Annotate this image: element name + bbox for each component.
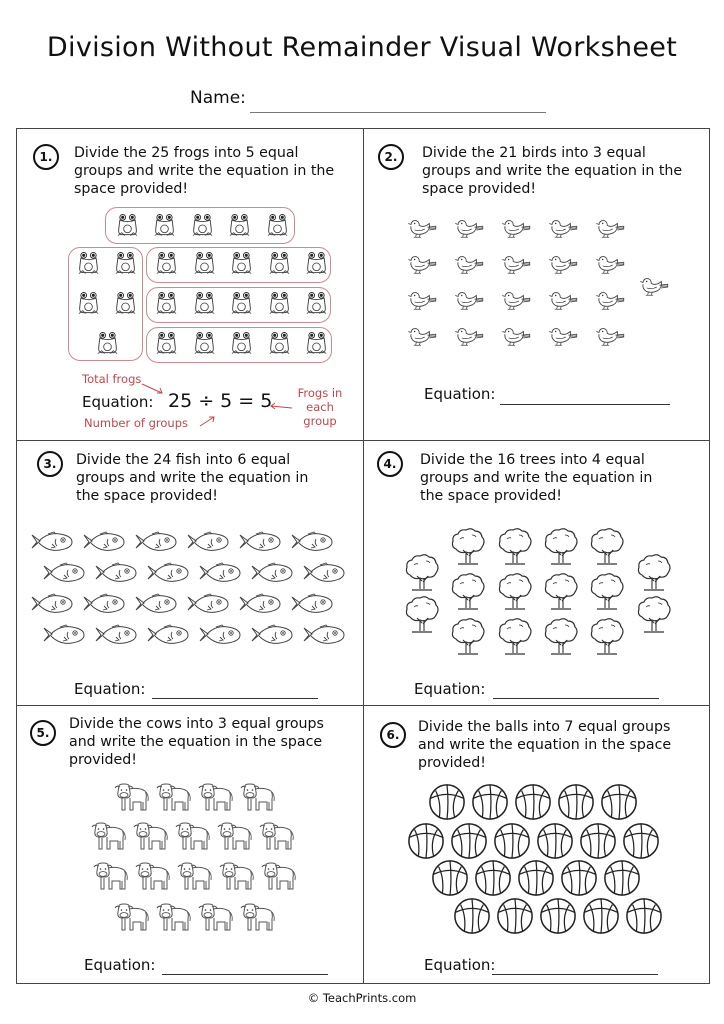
prompt-line: and write the equation in the space <box>69 734 323 750</box>
annotation-each <box>290 386 350 428</box>
cow-icon <box>155 782 193 814</box>
equation-answer: 25 ÷ 5 = 5 <box>168 390 273 412</box>
ball-icon <box>582 897 620 935</box>
prompt-line: groups and write the equation in the <box>74 163 335 179</box>
prompt-line: Divide the cows into 3 equal groups <box>69 716 324 732</box>
frog-icon <box>193 330 216 356</box>
bird-icon <box>405 254 439 276</box>
tree-icon <box>589 617 625 657</box>
frog-icon <box>268 330 291 356</box>
bird-icon <box>405 290 439 312</box>
ball-icon <box>471 783 509 821</box>
frog-icon <box>114 250 137 276</box>
prompt-line: Divide the balls into 7 equal groups <box>418 719 671 735</box>
copyright-footer: © TeachPrints.com <box>307 991 417 1005</box>
tree-icon <box>404 595 440 635</box>
prompt-line: groups and write the equation in the <box>422 163 683 179</box>
prompt-line: provided! <box>69 752 137 768</box>
bird-icon <box>452 218 486 240</box>
bird-icon <box>452 254 486 276</box>
equation-label: Equation: <box>82 393 154 411</box>
frog-icon <box>155 290 178 316</box>
ball-icon <box>622 822 660 860</box>
fish-icon <box>198 623 242 647</box>
bird-icon <box>593 254 627 276</box>
bird-icon <box>546 254 580 276</box>
bird-icon <box>499 290 533 312</box>
problem-number-badge: 2. <box>378 144 404 170</box>
cow-icon <box>132 821 170 853</box>
tree-icon <box>589 527 625 567</box>
name-input-line[interactable] <box>250 112 546 113</box>
annotation-line: Frogs in <box>297 386 343 400</box>
problem-number-badge: 3. <box>37 451 63 477</box>
tree-icon <box>636 553 672 593</box>
ball-icon <box>539 897 577 935</box>
problem-prompt <box>74 144 374 198</box>
fish-icon <box>94 561 138 585</box>
problem-prompt <box>76 451 376 505</box>
fish-icon <box>94 623 138 647</box>
cow-icon <box>239 782 277 814</box>
frog-icon <box>268 290 291 316</box>
cow-icon <box>197 782 235 814</box>
fish-icon <box>250 561 294 585</box>
fish-icon <box>82 530 126 554</box>
fish-icon <box>146 623 190 647</box>
equation-answer-line[interactable] <box>500 404 670 405</box>
bird-icon <box>637 276 671 298</box>
grid-divider-horizontal-1 <box>16 440 710 441</box>
tree-icon <box>497 527 533 567</box>
ball-icon <box>600 783 638 821</box>
fish-icon <box>134 592 178 616</box>
cow-icon <box>260 861 298 893</box>
problem-number-badge: 5. <box>30 720 56 746</box>
frog-icon <box>193 290 216 316</box>
cow-icon <box>113 782 151 814</box>
cow-icon <box>155 902 193 934</box>
equation-label: Equation: <box>74 680 146 698</box>
cow-icon <box>134 861 172 893</box>
tree-icon <box>497 617 533 657</box>
prompt-line: the space provided! <box>420 488 562 504</box>
prompt-line: Divide the 25 frogs into 5 equal <box>74 145 299 161</box>
cow-icon <box>216 821 254 853</box>
frog-icon <box>266 212 289 238</box>
prompt-line: and write the equation in the space <box>418 737 672 753</box>
problem-number-badge: 6. <box>380 722 406 748</box>
frog-icon <box>191 212 214 238</box>
bird-icon <box>452 290 486 312</box>
frog-icon <box>77 290 100 316</box>
bird-icon <box>499 326 533 348</box>
ball-icon <box>514 783 552 821</box>
prompt-line: Divide the 21 birds into 3 equal <box>422 145 646 161</box>
problem-prompt <box>422 144 722 198</box>
fish-icon <box>302 623 346 647</box>
ball-icon <box>517 859 555 897</box>
fish-icon <box>238 530 282 554</box>
ball-icon <box>493 822 531 860</box>
frog-icon <box>77 250 100 276</box>
ball-icon <box>431 859 469 897</box>
cow-icon <box>113 902 151 934</box>
bird-icon <box>546 218 580 240</box>
ball-icon <box>496 897 534 935</box>
bird-icon <box>593 218 627 240</box>
equation-label: Equation: <box>414 680 486 698</box>
frog-icon <box>96 330 119 356</box>
bird-icon <box>452 326 486 348</box>
frog-icon <box>268 250 291 276</box>
ball-icon <box>625 897 663 935</box>
ball-icon <box>603 859 641 897</box>
cow-icon <box>92 861 130 893</box>
prompt-line: space provided! <box>422 181 537 197</box>
frog-icon <box>305 290 328 316</box>
prompt-line: Divide the 16 trees into 4 equal <box>420 452 645 468</box>
fish-icon <box>238 592 282 616</box>
tree-icon <box>589 572 625 612</box>
prompt-line: groups and write the equation in <box>420 470 653 486</box>
annotation-total: Total frogs <box>82 372 142 386</box>
bird-icon <box>546 290 580 312</box>
fish-icon <box>42 623 86 647</box>
tree-icon <box>636 595 672 635</box>
equation-label: Equation: <box>84 956 156 974</box>
tree-icon <box>450 527 486 567</box>
tree-icon <box>543 572 579 612</box>
grid-divider-horizontal-2 <box>16 705 710 706</box>
problem-prompt <box>420 451 720 505</box>
fish-icon <box>82 592 126 616</box>
tree-icon <box>404 553 440 593</box>
equation-answer-line[interactable] <box>162 974 328 975</box>
cow-icon <box>176 861 214 893</box>
ball-icon <box>407 822 445 860</box>
equation-answer-line[interactable] <box>492 974 658 975</box>
cow-icon <box>239 902 277 934</box>
tree-icon <box>450 617 486 657</box>
fish-icon <box>302 561 346 585</box>
problem-prompt <box>418 718 718 772</box>
ball-icon <box>474 859 512 897</box>
frog-icon <box>228 212 251 238</box>
name-label: Name: <box>190 88 246 108</box>
bird-icon <box>546 326 580 348</box>
arrow-icon <box>198 414 218 428</box>
equation-answer-line[interactable] <box>493 698 659 699</box>
frog-icon <box>153 212 176 238</box>
fish-icon <box>30 592 74 616</box>
tree-icon <box>543 617 579 657</box>
prompt-line: Divide the 24 fish into 6 equal <box>76 452 291 468</box>
annotation-line: group <box>303 414 337 428</box>
fish-icon <box>250 623 294 647</box>
frog-icon <box>230 330 253 356</box>
tree-icon <box>450 572 486 612</box>
prompt-line: provided! <box>418 755 486 771</box>
bird-icon <box>593 290 627 312</box>
fish-icon <box>186 592 230 616</box>
annotation-groups: Number of groups <box>84 416 188 430</box>
fish-icon <box>146 561 190 585</box>
tree-icon <box>497 572 533 612</box>
prompt-line: groups and write the equation in <box>76 470 309 486</box>
frog-icon <box>116 212 139 238</box>
equation-label: Equation: <box>424 956 496 974</box>
frog-icon <box>155 250 178 276</box>
fish-icon <box>290 592 334 616</box>
frog-icon <box>193 250 216 276</box>
fish-icon <box>198 561 242 585</box>
frog-icon <box>305 250 328 276</box>
fish-icon <box>134 530 178 554</box>
problem-number-badge: 1. <box>33 144 59 170</box>
bird-icon <box>405 218 439 240</box>
grid-divider-vertical <box>363 128 364 984</box>
cow-icon <box>90 821 128 853</box>
annotation-line: each <box>306 400 334 414</box>
bird-icon <box>593 326 627 348</box>
cow-icon <box>174 821 212 853</box>
problem-prompt <box>69 715 369 769</box>
frog-icon <box>155 330 178 356</box>
cow-icon <box>258 821 296 853</box>
bird-icon <box>499 254 533 276</box>
frog-icon <box>305 330 328 356</box>
bird-icon <box>405 326 439 348</box>
equation-answer-line[interactable] <box>152 698 318 699</box>
frog-icon <box>230 250 253 276</box>
ball-icon <box>428 783 466 821</box>
ball-icon <box>557 783 595 821</box>
frog-icon <box>114 290 137 316</box>
ball-icon <box>450 822 488 860</box>
ball-icon <box>560 859 598 897</box>
equation-label: Equation: <box>424 385 496 403</box>
ball-icon <box>579 822 617 860</box>
tree-icon <box>543 527 579 567</box>
ball-icon <box>536 822 574 860</box>
problem-number-badge: 4. <box>377 451 403 477</box>
frog-icon <box>230 290 253 316</box>
fish-icon <box>186 530 230 554</box>
fish-icon <box>42 561 86 585</box>
cow-icon <box>197 902 235 934</box>
cow-icon <box>218 861 256 893</box>
fish-icon <box>290 530 334 554</box>
prompt-line: space provided! <box>74 181 189 197</box>
ball-icon <box>453 897 491 935</box>
prompt-line: the space provided! <box>76 488 218 504</box>
fish-icon <box>30 530 74 554</box>
bird-icon <box>499 218 533 240</box>
worksheet-title: Division Without Remainder Visual Worksheet <box>46 32 678 63</box>
